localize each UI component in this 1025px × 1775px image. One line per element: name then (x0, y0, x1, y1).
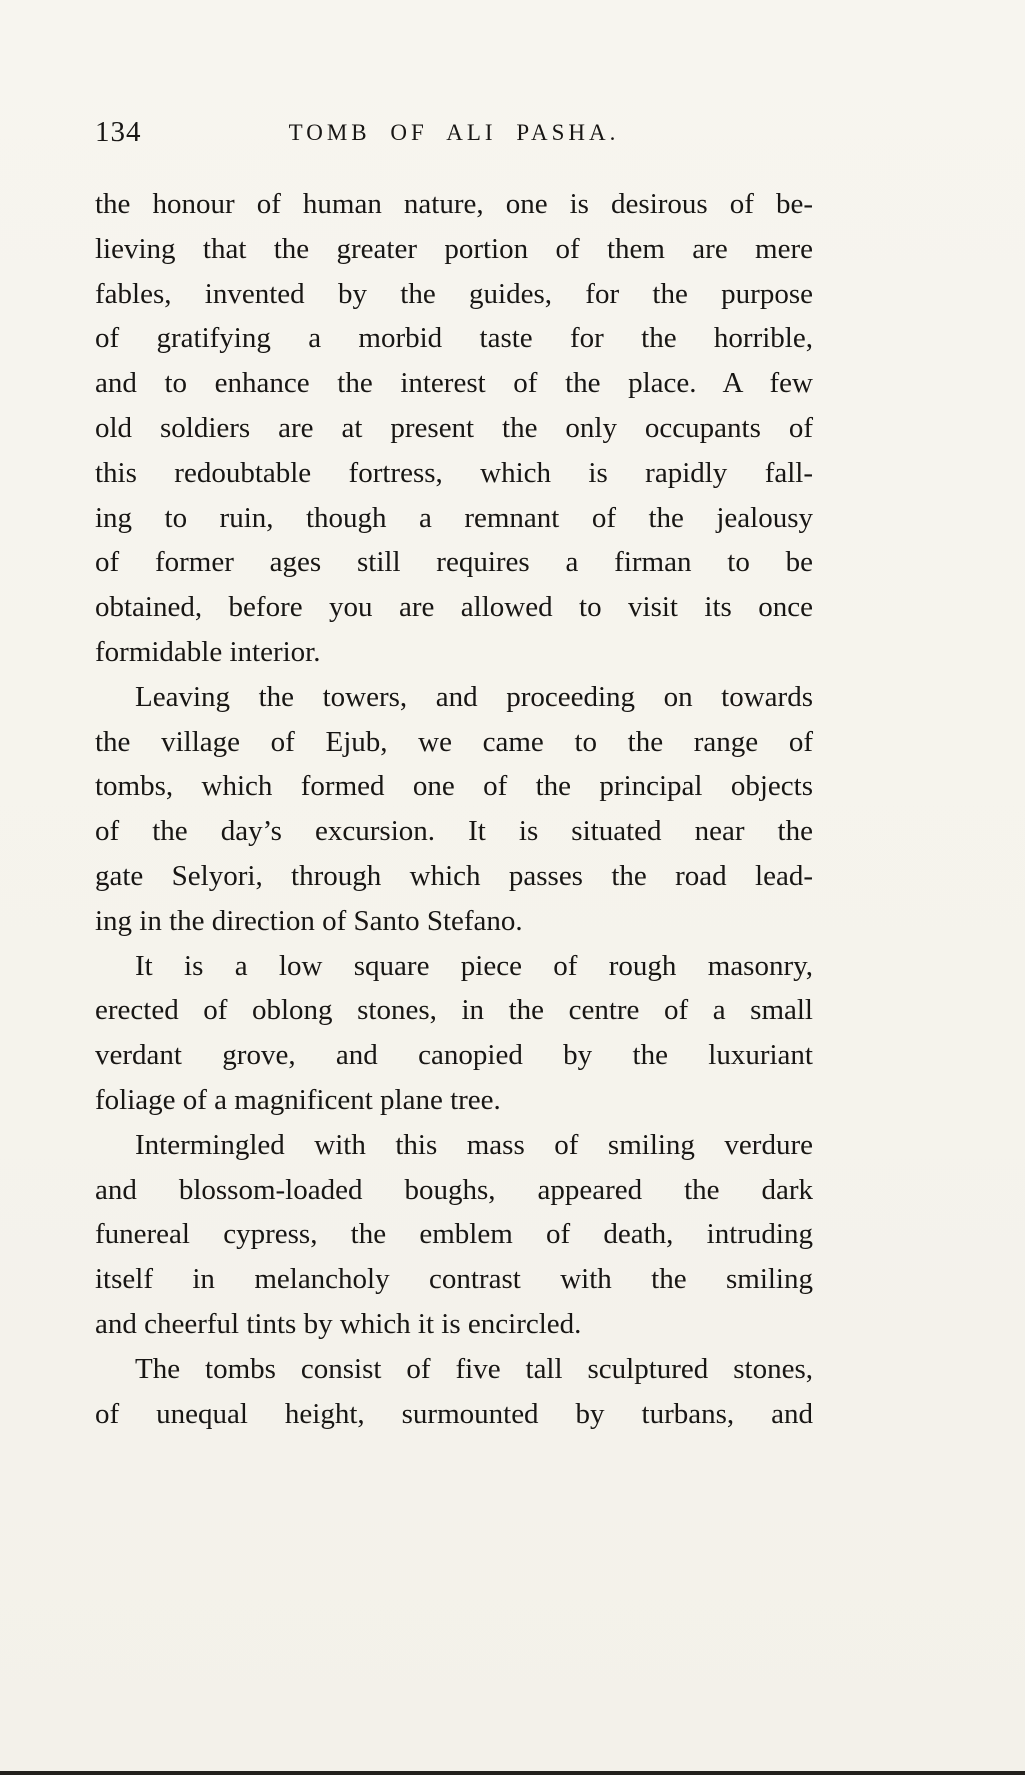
page-body (95, 182, 813, 1436)
text-line: of the day’s excursion. It is situated near the (95, 815, 813, 848)
text-line: and blossom-loaded boughs, appeared the dark (95, 1173, 813, 1206)
text-line: Leaving the towers, and proceeding on towards (135, 680, 813, 713)
text-line: itself in melancholy contrast with the smiling (95, 1263, 813, 1296)
page-number: 134 (95, 116, 142, 148)
text-line: this redoubtable fortress, which is rapidly fall- (95, 456, 813, 489)
text-line: of former ages still requires a firman to be (95, 546, 813, 579)
running-title: TOMB OF ALI PASHA. (288, 120, 620, 145)
page-header (95, 116, 813, 152)
text-line: foliage of a magnificent plane tree. (95, 1083, 501, 1116)
text-line: the village of Ejub, we came to the range of (95, 725, 813, 758)
text-line: ing to ruin, though a remnant of the jealousy (95, 501, 813, 534)
text-line: and cheerful tints by which it is encircled. (95, 1307, 582, 1340)
text-line: The tombs consist of five tall sculptured stones, (135, 1352, 813, 1385)
text-line: formidable interior. (95, 635, 321, 668)
text-line: of gratifying a morbid taste for the horrible, (95, 322, 813, 355)
text-line: obtained, before you are allowed to visit its once (95, 591, 813, 624)
text-line: the honour of human nature, one is desirous of be- (95, 188, 813, 220)
text-line: tombs, which formed one of the principal objects (95, 770, 813, 803)
text-line: of unequal height, surmounted by turbans, and (95, 1397, 813, 1430)
text-line: erected of oblong stones, in the centre of a small (95, 994, 813, 1027)
text-line: and to enhance the interest of the place. A few (95, 367, 813, 400)
text-line: fables, invented by the guides, for the purpose (95, 277, 813, 310)
text-line: verdant grove, and canopied by the luxuriant (95, 1039, 813, 1072)
text-line: It is a low square piece of rough masonry, (135, 949, 813, 982)
text-line: funereal cypress, the emblem of death, intruding (95, 1218, 813, 1251)
text-line: ing in the direction of Santo Stefano. (95, 904, 523, 937)
text-line: Intermingled with this mass of smiling verdure (135, 1128, 813, 1161)
text-line: old soldiers are at present the only occupants of (95, 411, 813, 444)
page-bottom-edge (0, 1771, 1025, 1775)
text-line: gate Selyori, through which passes the road lead- (95, 859, 813, 892)
text-line: lieving that the greater portion of them are mere (95, 232, 813, 265)
